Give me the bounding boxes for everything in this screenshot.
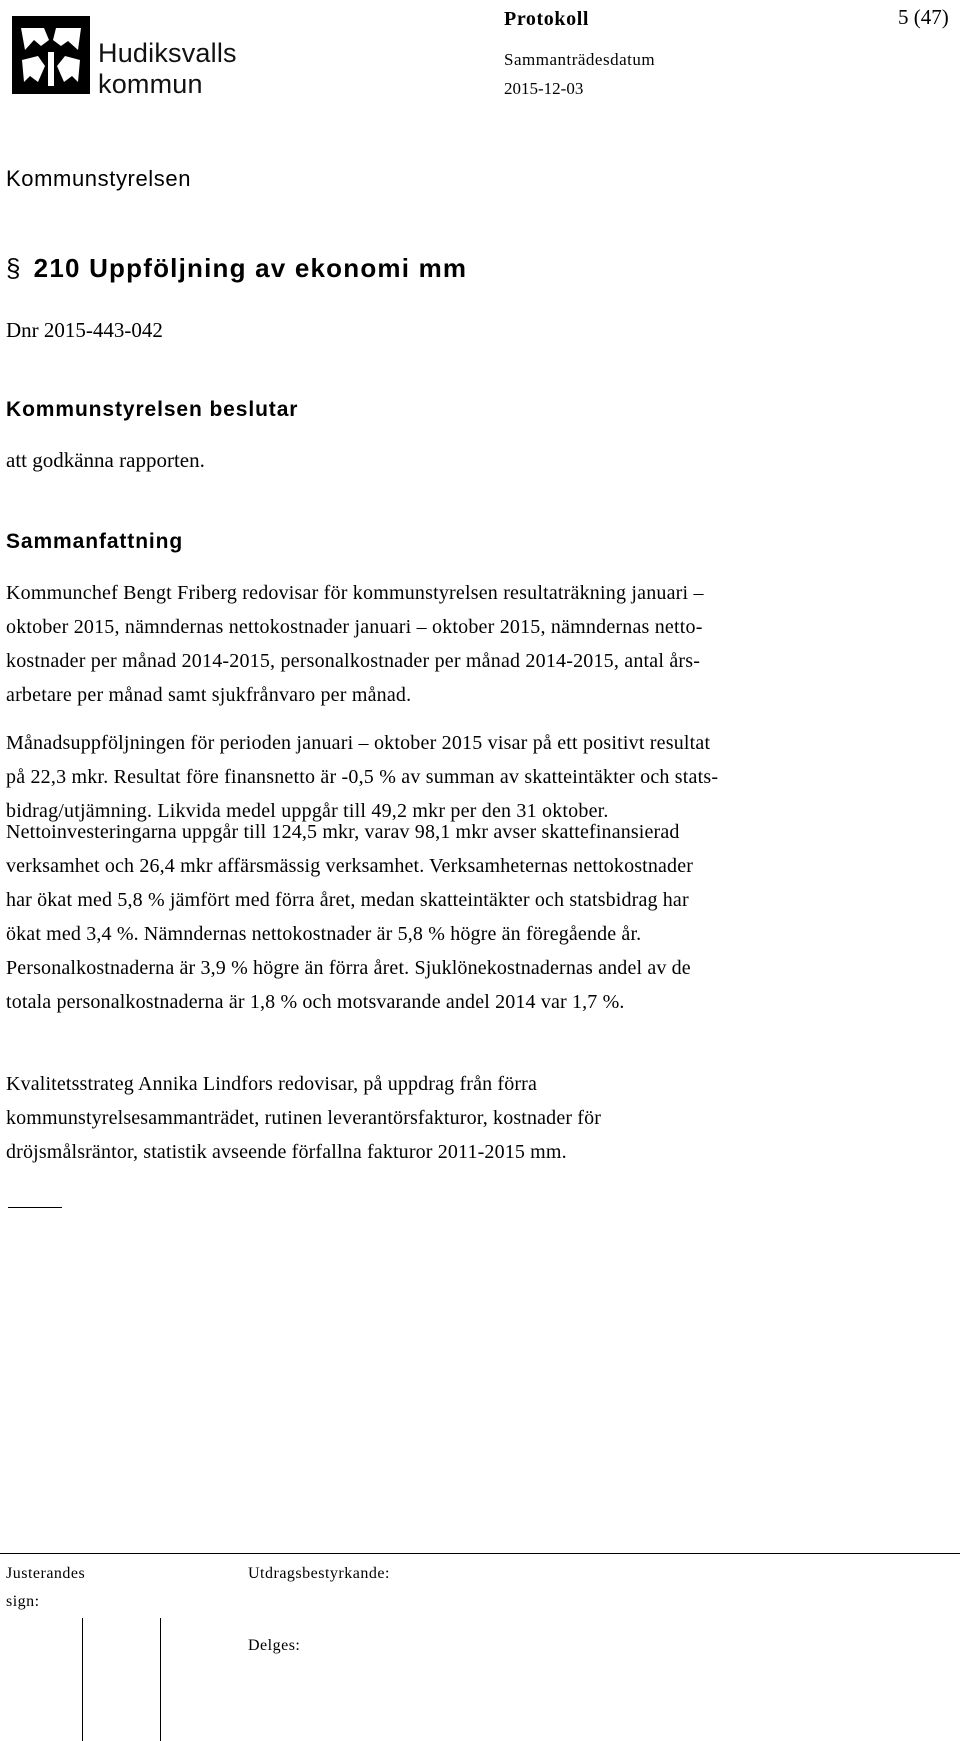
text-line: Kvalitetsstrateg Annika Lindfors redovisar, på uppdrag från förra bbox=[6, 1073, 537, 1095]
utdrag-label: Utdragsbestyrkande: bbox=[248, 1565, 390, 1582]
meeting-date-label: Sammanträdesdatum bbox=[504, 50, 656, 69]
page-number: 5 (47) bbox=[898, 5, 949, 29]
text-line: Månadsuppföljningen för perioden januari – oktober 2015 visar på ett positivt resultat bbox=[6, 732, 711, 754]
diary-number: Dnr 2015-443-042 bbox=[6, 318, 163, 342]
text-line: Kommunchef Bengt Friberg redovisar för kommunstyrelsen resultaträkning januari – bbox=[6, 582, 704, 604]
text-line: Nettoinvesteringarna uppgår till 124,5 mkr, varav 98,1 mkr avser skattefinansierad bbox=[6, 821, 680, 843]
summary-heading: Sammanfattning bbox=[6, 530, 184, 553]
text-line: Personalkostnaderna är 3,9 % högre än förra året. Sjuklönekostnadernas andel av de bbox=[6, 957, 691, 979]
summary-paragraph bbox=[6, 815, 960, 1019]
text-line: har ökat med 5,8 % jämfört med förra året, medan skatteintäkter och statsbidrag har bbox=[6, 889, 689, 911]
goat-emblem-icon bbox=[12, 16, 90, 94]
signature-box-divider bbox=[82, 1618, 83, 1741]
signature-box-divider bbox=[160, 1618, 161, 1741]
text-line: totala personalkostnaderna är 1,8 % och motsvarande andel 2014 var 1,7 %. bbox=[6, 991, 625, 1013]
text-line: bidrag/utjämning. Likvida medel uppgår till 49,2 mkr per den 31 oktober. bbox=[6, 800, 609, 822]
sign-label: sign: bbox=[6, 1593, 40, 1610]
text-line: ökat med 3,4 %. Nämndernas nettokostnader är 5,8 % högre än föregående år. bbox=[6, 923, 642, 945]
decision-text: att godkänna rapporten. bbox=[6, 448, 205, 472]
summary-paragraph bbox=[6, 726, 960, 828]
footer-divider bbox=[0, 1553, 960, 1554]
meeting-date: 2015-12-03 bbox=[504, 79, 584, 98]
summary-paragraph bbox=[6, 576, 960, 712]
decision-heading: Kommunstyrelsen beslutar bbox=[6, 398, 299, 421]
text-line: på 22,3 mkr. Resultat före finansnetto är -0,5 % av summan av skatteintäkter och stats- bbox=[6, 766, 719, 788]
section-title bbox=[6, 253, 467, 284]
text-line: arbetare per månad samt sjukfrånvaro per månad. bbox=[6, 684, 412, 706]
paragraph-sign: § bbox=[6, 253, 22, 283]
summary-paragraph bbox=[6, 1067, 960, 1169]
text-line: kommunstyrelsesammanträdet, rutinen leverantörsfakturor, kostnader för bbox=[6, 1107, 602, 1129]
text-line: dröjsmålsräntor, statistik avseende förfallna fakturor 2011-2015 mm. bbox=[6, 1141, 567, 1163]
delges-label: Delges: bbox=[248, 1637, 301, 1654]
municipality-logo bbox=[12, 16, 257, 99]
section-title-text: 210 Uppföljning av ekonomi mm bbox=[33, 253, 468, 283]
justerandes-label: Justerandes bbox=[6, 1565, 86, 1582]
organ-name: Kommunstyrelsen bbox=[6, 166, 192, 191]
section-end-rule bbox=[8, 1207, 62, 1208]
text-line: oktober 2015, nämndernas nettokostnader januari – oktober 2015, nämndernas netto- bbox=[6, 616, 703, 638]
logo-line-1: Hudiksvalls bbox=[98, 38, 237, 68]
logo-wordmark bbox=[98, 38, 237, 100]
document-type: Protokoll bbox=[504, 8, 590, 30]
text-line: verksamhet och 26,4 mkr affärsmässig verksamhet. Verksamheternas nettokostnader bbox=[6, 855, 694, 877]
text-line: kostnader per månad 2014-2015, personalkostnader per månad 2014-2015, antal års- bbox=[6, 650, 701, 672]
logo-line-2: kommun bbox=[98, 69, 203, 99]
